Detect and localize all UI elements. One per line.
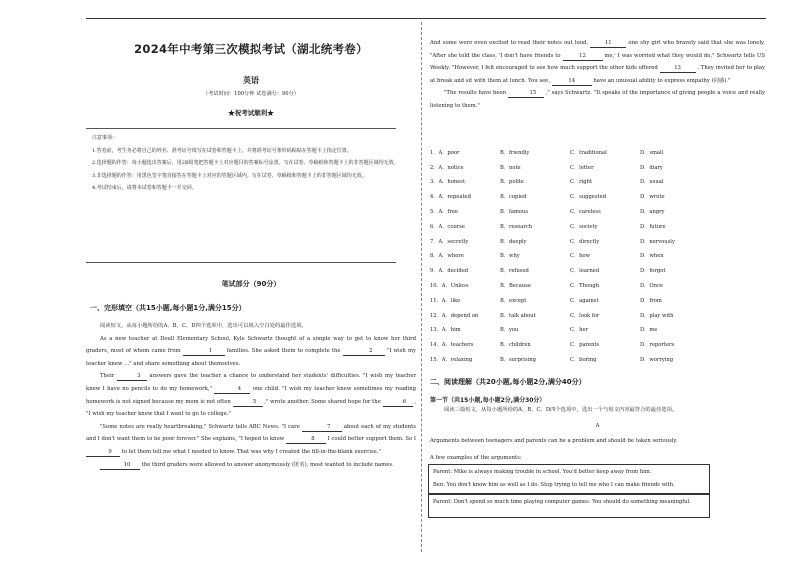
exam-subject: 英语 [243,76,259,85]
option-cell: D．small [640,149,664,156]
section2-part1-heading: 第一节（共15小题,每小题2分,满分30分） [430,397,546,404]
option-cell: C．her [570,327,589,334]
blank-14: 14 [552,77,592,86]
option-cell: D．usual [640,179,664,186]
option-cell: C．boring [570,357,597,364]
argument-box [428,464,710,494]
text-run: families. She asked them to complete the [226,348,341,355]
option-cell: C．suggested [570,194,607,201]
option-cell: 12．A．depend on [430,312,479,319]
text-run: , "I wish my teacher knew that I want to go to college." [86,398,417,418]
blank-12: 12 [563,52,603,61]
option-cell: 11．A．like [430,297,461,304]
blank-9: 9 [86,448,120,457]
option-cell: B．friendly [500,149,530,156]
note-item: 4.考试结束后，请将本试卷和答题卡一并交回。 [92,185,197,191]
cloze-passage-left [86,320,416,471]
note-item: 3.非选择题的作答：用黑色签字笔直接答在答题卡上对应的答题区域内。写在试卷、草稿纸和答题卡上的非答题区域均无效。 [92,172,367,179]
option-cell: 2．A．notice [430,164,464,171]
option-cell: 7．A．secretly [430,238,469,245]
option-cell: B．polite [500,179,524,186]
option-cell: D．angry [640,209,665,216]
option-cell: D．nervously [640,238,675,245]
passage-label: A [595,423,600,429]
notes-heading: 注意事项： [92,135,118,141]
option-cell: B．copied [500,194,527,201]
blank-13: 13 [660,64,696,73]
exam-time-info: （考试时间：100分钟 试卷满分：90分） [203,91,299,97]
option-row [430,234,765,249]
option-cell: C．traditional [570,149,607,156]
option-row [430,352,765,367]
option-cell: 14．A．teachers [430,342,474,349]
option-cell: C．how [570,253,591,260]
option-cell: C．against [570,297,599,304]
cloze-paragraph [86,333,416,371]
blank-6: 6 [383,398,413,407]
notes-block [86,134,414,197]
text-run: And some were even excited to read their notes out loud, [430,40,589,46]
option-cell: 8．A．where [430,253,464,260]
blank-1: 1 [183,347,225,356]
note-item: 2.选择题的作答：每小题选出答案后，用2B铅笔把答题卡上对应题目的答案标号涂黑。写在试卷、草稿纸和答题卡上的非答题区域均无效。 [92,160,399,166]
text-run: "The results have been [444,90,507,97]
cloze-paragraph [86,459,416,472]
notes-top-rule [86,128,396,129]
option-row [430,293,765,308]
option-row [430,278,765,293]
options-table [430,145,765,367]
option-cell: 5．A．free [430,209,458,216]
option-cell: B．famous [500,209,529,216]
blank-2: 2 [343,347,385,356]
blank-15: 15 [508,89,544,98]
option-cell: C．right [570,179,593,186]
blank-3: 3 [117,372,147,381]
option-cell: C．letter [570,164,594,171]
text-run: "Some notes are really heartbreaking," Schwartz tells ABC News. "I care [100,423,300,430]
option-row [430,219,765,234]
blank-7: 7 [302,423,342,432]
blank-5: 5 [233,398,263,407]
text-run: the third graders were allowed to answer anonymously (匿名), most wanted to include names. [141,461,394,468]
option-cell: B．you [500,327,519,334]
text-run: about each of my students and I don't want them to be poor forever." She explains, "I hoped to know [86,423,416,443]
passage-line: Arguments between teenagers and parents can be a problem and should be taken seriously. [430,438,678,444]
text-run: . They invited her to play at break and sit with them at lunch. You see, [430,65,766,84]
text-run: Their [100,373,115,380]
option-cell: B．deeply [500,238,527,245]
written-part-heading: 笔试部分（90分） [221,280,281,288]
option-cell: 15．A．relaxing [430,357,473,364]
argument-box [428,494,710,518]
option-row [430,263,765,278]
option-cell: D．future [640,223,666,230]
text-run: ," wrote another. Some shared hope for the [264,398,381,405]
text-run: answers gave the teacher a chance to understand her students' difficulties. "I wish my teacher knew I have no pencils to do my homework," [86,373,417,392]
option-cell: B．surprising [500,357,536,364]
option-row [430,189,765,204]
option-cell: C．learned [570,268,600,275]
option-cell: 10．A．Unless [430,283,469,290]
cloze-passage-right [430,37,765,113]
exam-title: 2024年中考第三次模拟考试（湖北统考卷） [134,42,368,56]
option-cell: B．except [500,297,527,304]
text-run: me,' I was worried what they would do," Schwartz tells US Weekly. "However, I felt encouraged to see how much support the other kids offered [430,52,766,72]
option-row [430,323,765,338]
option-row [430,249,765,264]
blank-11: 11 [590,39,626,48]
argument-line: Parent: Mike is always making trouble in school. You'd better keep away from him. [433,469,652,475]
blank-4: 4 [214,385,250,394]
option-cell: C．directly [570,238,600,245]
option-cell: B．note [500,164,521,171]
text-run: have an unusual ability to express empathy (同感)." [593,77,731,84]
option-row [430,160,765,175]
option-cell: B．why [500,253,520,260]
option-cell: D．wrote [640,194,665,201]
blank-10: 10 [100,461,140,470]
text-run: As a new teacher at Doull Elementary School, Kyle Schwartz thought of a simple way to get to know her third graders, most of whom came from [86,335,416,355]
option-cell: 3．A．honest [430,179,466,186]
option-cell: B．research [500,223,533,230]
section2-instruction: 阅读三篇短文，从每小题所给的A、B、C、D四个选项中，选出一个与短文内容最符合的最佳选项。 [444,407,678,413]
option-cell: C．society [570,223,598,230]
text-run: one child. "I wish my teacher knew sometimes my reading homework is not signed because my mom is not often [86,385,416,405]
option-cell: D．forgot [640,268,666,275]
option-cell: C．parents [570,342,600,349]
option-row [430,204,765,219]
option-row [430,145,765,160]
option-cell: 9．A．decided [430,268,469,275]
text-run: "I wish my teacher knew ..." and share something about themselves. [86,348,416,367]
option-cell: C．careless [570,209,601,216]
option-cell: C．look for [570,312,600,319]
option-cell: B．Because [500,283,531,290]
option-cell: D．worrying [640,357,674,364]
cloze-paragraph [430,37,765,87]
text-run: one shy girl who bravely said that she was lonely. "After she told the class, 'I don't have friends to [430,40,765,59]
option-cell: D．reporters [640,342,675,349]
text-run: ," says Schwartz. "It speaks of the importance of giving people a voice and really listening to them." [430,90,765,109]
passage-line: A few examples of the arguments: [430,455,522,461]
option-row [430,337,765,352]
note-item: 1.答卷前，考生务必将自己的姓名、准考证号填写在试卷和答题卡上，并将准考证号条形码粘贴在答题卡上指定位置。 [92,147,352,154]
option-cell: B．refused [500,268,529,275]
option-cell: 1．A．poor [430,149,460,156]
option-row [430,308,765,323]
section1-instruction: 阅读短文，从每小题所给的A、B、C、D四个选项中，选出可以填入空白处的最佳选项。 [100,323,307,329]
option-cell: D．me [640,327,658,334]
option-cell: C．Though [570,283,600,290]
option-cell: D．diary [640,164,663,171]
top-rule [86,18,766,19]
cloze-paragraph [86,421,416,459]
section1-heading: 一、完形填空（共15小题,每小题1分,满分15分） [90,304,246,312]
argument-line: Ben: You don't know him as well as I do. Stop trying to tell me who I can make friends with. [433,481,675,488]
column-divider [421,22,422,552]
option-cell: 4．A．repeated [430,194,471,201]
cloze-paragraph [86,370,416,420]
text-run: to let them tell me what I needed to know. That was why I created the fill-in-the-blank exercise." [121,448,381,455]
option-cell: B．children [500,342,531,349]
argument-line: Parent: Don't spend so much time playing computer games. You should do something meaningful. [433,499,691,505]
blank-8: 8 [286,435,326,444]
option-row [430,175,765,190]
option-cell: 13．A．him [430,327,461,334]
section2-heading: 二、阅读理解（共20小题,每小题2分,满分40分） [430,378,586,386]
option-cell: 6．A．course [430,223,466,230]
option-cell: D．from [640,297,662,304]
cloze-paragraph [430,87,765,112]
text-run: I could better support them. So I [327,436,417,443]
notes-bottom-rule [86,262,396,263]
exam-wish: ★祝考试顺利★ [228,109,274,117]
option-cell: B．talk about [500,312,536,319]
option-cell: D．when [640,253,664,260]
option-cell: D．Once [640,283,663,290]
option-cell: D．play with [640,312,674,319]
